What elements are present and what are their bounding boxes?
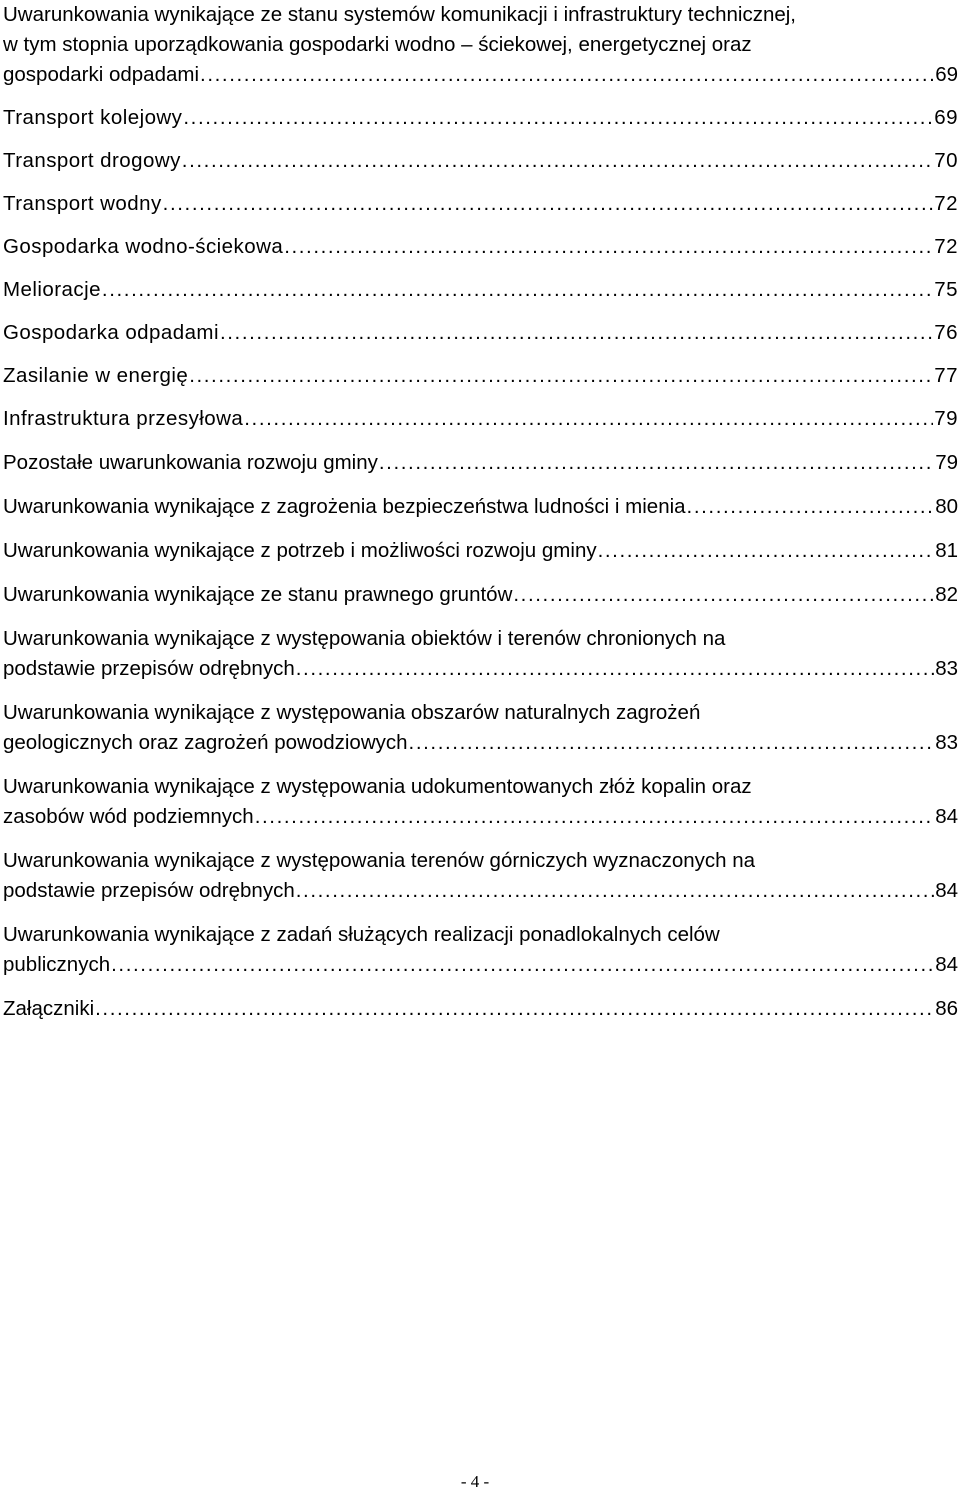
toc-entry-title: Uwarunkowania wynikające ze stanu prawnego gruntów <box>3 583 513 606</box>
toc-page-number: 72 <box>934 192 958 215</box>
toc-dot-leader <box>598 536 935 566</box>
toc-page-number: 81 <box>935 539 958 562</box>
page-number-footer: - 4 - <box>460 1472 490 1491</box>
toc-dot-leader <box>296 876 934 906</box>
toc-entry-title: Zasilanie w energię <box>3 364 189 387</box>
toc-dot-leader <box>255 802 934 832</box>
toc-dot-leader <box>102 275 933 305</box>
toc-entry-title: Melioracje <box>3 278 101 301</box>
toc-entry[interactable] <box>3 980 958 1024</box>
toc-entry-title-line: w tym stopnia uporządkowania gospodarki wodno – ściekowej, energetycznej oraz <box>3 33 752 56</box>
toc-dot-leader <box>687 492 935 522</box>
toc-page-number: 82 <box>935 583 958 606</box>
toc-dot-leader <box>220 318 933 348</box>
toc-entry-title: zasobów wód podziemnych <box>3 805 254 828</box>
toc-entry-title-line: Uwarunkowania wynikające z występowania udokumentowanych złóż kopalin oraz <box>3 775 752 798</box>
toc-dot-leader <box>95 994 934 1024</box>
toc-page-number: 69 <box>934 106 958 129</box>
toc-entry[interactable] <box>3 832 958 906</box>
toc-entry-title: Pozostałe uwarunkowania rozwoju gminy <box>3 451 378 474</box>
toc-dot-leader <box>200 60 934 90</box>
toc-entry[interactable] <box>3 133 958 176</box>
toc-entry-title-line: Uwarunkowania wynikające z występowania obszarów naturalnych zagrożeń <box>3 701 701 724</box>
toc-page-number: 79 <box>934 407 958 430</box>
toc-entry-title: gospodarki odpadami <box>3 63 200 86</box>
toc-entry[interactable] <box>3 176 958 219</box>
toc-entry-title: podstawie przepisów odrębnych <box>3 657 295 680</box>
toc-page-number: 77 <box>934 364 958 387</box>
toc-entry-title: publicznych <box>3 953 111 976</box>
toc-page-number: 72 <box>934 235 958 258</box>
toc-page-number: 86 <box>935 997 958 1020</box>
toc-entry[interactable] <box>3 219 958 262</box>
toc-entry-title-line: Uwarunkowania wynikające ze stanu systemów komunikacji i infrastruktury technicznej, <box>3 3 796 26</box>
toc-entry[interactable] <box>3 478 958 522</box>
toc-entry[interactable] <box>3 522 958 566</box>
toc-entry-title: Uwarunkowania wynikające z zagrożenia bezpieczeństwa ludności i mienia <box>3 495 686 518</box>
toc-entry-title-line: Uwarunkowania wynikające z występowania obiektów i terenów chronionych na <box>3 627 726 650</box>
toc-entry[interactable] <box>3 758 958 832</box>
toc-entry[interactable] <box>3 610 958 684</box>
toc-page-number: 70 <box>934 149 958 172</box>
toc-page-number: 83 <box>935 657 958 680</box>
toc-page-number: 80 <box>935 495 958 518</box>
toc-page-number: 69 <box>935 63 958 86</box>
toc-entry-title: Transport drogowy <box>3 149 181 172</box>
toc-page-number: 76 <box>934 321 958 344</box>
toc-entry[interactable] <box>3 262 958 305</box>
toc-entry[interactable] <box>3 0 958 90</box>
toc-dot-leader <box>244 404 933 434</box>
toc-page-number: 84 <box>935 805 958 828</box>
toc-dot-leader <box>189 361 933 391</box>
toc-dot-leader <box>183 103 933 133</box>
toc-entry-title: Transport kolejowy <box>3 106 183 129</box>
toc-page-number: 84 <box>935 953 958 976</box>
toc-dot-leader <box>111 950 934 980</box>
toc-page-number: 75 <box>934 278 958 301</box>
toc-entry-title: Infrastruktura przesyłowa <box>3 407 244 430</box>
toc-entry[interactable] <box>3 906 958 980</box>
toc-dot-leader <box>513 580 934 610</box>
table-of-contents <box>3 0 958 1024</box>
toc-entry[interactable] <box>3 348 958 391</box>
toc-entry-title: Gospodarka odpadami <box>3 321 219 344</box>
toc-dot-leader <box>379 448 934 478</box>
toc-entry-title: Gospodarka wodno-ściekowa <box>3 235 284 258</box>
toc-entry[interactable] <box>3 305 958 348</box>
toc-entry[interactable] <box>3 90 958 133</box>
toc-page-number: 79 <box>935 451 958 474</box>
toc-dot-leader <box>284 232 933 262</box>
toc-entry-title: podstawie przepisów odrębnych <box>3 879 295 902</box>
toc-dot-leader <box>182 146 934 176</box>
toc-entry[interactable] <box>3 684 958 758</box>
toc-page-number: 84 <box>935 879 958 902</box>
toc-entry-title-line: Uwarunkowania wynikające z zadań służących realizacji ponadlokalnych celów <box>3 923 720 946</box>
toc-entry-title-line: Uwarunkowania wynikające z występowania terenów górniczych wyznaczonych na <box>3 849 756 872</box>
toc-entry[interactable] <box>3 391 958 434</box>
toc-entry[interactable] <box>3 566 958 610</box>
toc-entry[interactable] <box>3 434 958 478</box>
toc-dot-leader <box>409 728 935 758</box>
toc-entry-title: Transport wodny <box>3 192 162 215</box>
toc-entry-title: geologicznych oraz zagrożeń powodziowych <box>3 731 408 754</box>
toc-page-number: 83 <box>935 731 958 754</box>
toc-entry-title: Uwarunkowania wynikające z potrzeb i możliwości rozwoju gminy <box>3 539 597 562</box>
toc-dot-leader <box>163 189 934 219</box>
toc-entry-title: Załączniki <box>3 997 95 1020</box>
toc-dot-leader <box>296 654 934 684</box>
